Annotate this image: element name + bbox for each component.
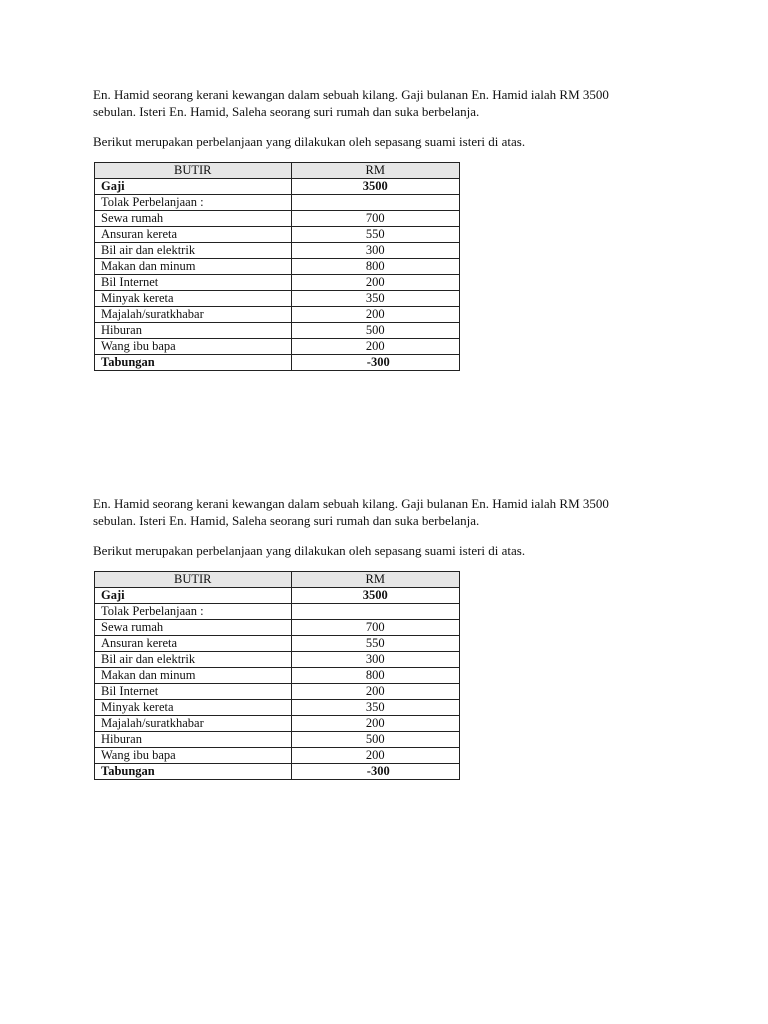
table-row-tolak: [95, 195, 460, 211]
document-section-2: [93, 495, 693, 780]
row-value: [291, 195, 459, 211]
row-value: 300: [291, 243, 459, 259]
intro-paragraph-line-1: En. Hamid seorang kerani kewangan dalam sebuah kilang. Gaji bulanan En. Hamid ialah RM 3500: [93, 87, 609, 102]
row-value: 200: [291, 307, 459, 323]
row-item: Tabungan: [95, 355, 292, 371]
column-header-rm: RM: [291, 572, 459, 588]
description-paragraph: Berikut merupakan perbelanjaan yang dilakukan oleh sepasang suami isteri di atas.: [93, 543, 526, 558]
document-section-1: [93, 86, 693, 371]
row-value: 200: [291, 748, 459, 764]
row-item: Gaji: [95, 179, 292, 195]
row-item: Bil air dan elektrik: [95, 243, 292, 259]
row-value: 3500: [291, 588, 459, 604]
row-item: Ansuran kereta: [95, 636, 292, 652]
row-item: Sewa rumah: [95, 620, 292, 636]
row-value: 550: [291, 227, 459, 243]
table-row: [95, 307, 460, 323]
row-item: Minyak kereta: [95, 291, 292, 307]
table-row-tabungan: [95, 355, 460, 371]
intro-paragraph-line-2: sebulan. Isteri En. Hamid, Saleha seorang suri rumah dan suka berbelanja.: [93, 104, 480, 119]
table-row: [95, 243, 460, 259]
table-header-row: [95, 163, 460, 179]
row-item: Hiburan: [95, 323, 292, 339]
intro-paragraph-line-2: sebulan. Isteri En. Hamid, Saleha seorang suri rumah dan suka berbelanja.: [93, 513, 480, 528]
row-item: Minyak kereta: [95, 700, 292, 716]
table-row: [95, 211, 460, 227]
row-value: 350: [291, 291, 459, 307]
table-row: [95, 732, 460, 748]
table-row: [95, 620, 460, 636]
row-item: Tabungan: [95, 764, 292, 780]
row-value: 500: [291, 323, 459, 339]
table-row-tolak: [95, 604, 460, 620]
column-header-butir: BUTIR: [95, 163, 292, 179]
budget-table: [94, 571, 460, 780]
table-row: [95, 339, 460, 355]
intro-paragraph-line-1: En. Hamid seorang kerani kewangan dalam sebuah kilang. Gaji bulanan En. Hamid ialah RM 3500: [93, 496, 609, 511]
column-header-rm: RM: [291, 163, 459, 179]
table-row: [95, 636, 460, 652]
row-item: Sewa rumah: [95, 211, 292, 227]
table-row: [95, 700, 460, 716]
row-value: 800: [291, 668, 459, 684]
table-row: [95, 227, 460, 243]
row-value: 200: [291, 275, 459, 291]
row-item: Majalah/suratkhabar: [95, 716, 292, 732]
table-row-gaji: [95, 179, 460, 195]
table-row-gaji: [95, 588, 460, 604]
row-item: Majalah/suratkhabar: [95, 307, 292, 323]
table-row: [95, 275, 460, 291]
row-item: Tolak Perbelanjaan :: [95, 604, 292, 620]
row-value: 200: [291, 684, 459, 700]
description-paragraph: Berikut merupakan perbelanjaan yang dilakukan oleh sepasang suami isteri di atas.: [93, 134, 526, 149]
row-value: [291, 604, 459, 620]
row-item: Wang ibu bapa: [95, 748, 292, 764]
row-value: 300: [291, 652, 459, 668]
table-header-row: [95, 572, 460, 588]
row-value: 700: [291, 211, 459, 227]
table-row: [95, 684, 460, 700]
row-item: Hiburan: [95, 732, 292, 748]
row-value: 3500: [291, 179, 459, 195]
budget-table: [94, 162, 460, 371]
row-value: 700: [291, 620, 459, 636]
row-item: Bil air dan elektrik: [95, 652, 292, 668]
table-row: [95, 652, 460, 668]
table-row: [95, 748, 460, 764]
row-value: -300: [291, 355, 459, 371]
row-item: Wang ibu bapa: [95, 339, 292, 355]
row-value: 500: [291, 732, 459, 748]
table-row-tabungan: [95, 764, 460, 780]
table-row: [95, 716, 460, 732]
row-value: 550: [291, 636, 459, 652]
row-item: Makan dan minum: [95, 259, 292, 275]
row-value: 200: [291, 716, 459, 732]
row-item: Gaji: [95, 588, 292, 604]
row-value: 200: [291, 339, 459, 355]
table-row: [95, 323, 460, 339]
row-item: Ansuran kereta: [95, 227, 292, 243]
row-item: Makan dan minum: [95, 668, 292, 684]
column-header-butir: BUTIR: [95, 572, 292, 588]
table-row: [95, 291, 460, 307]
row-item: Tolak Perbelanjaan :: [95, 195, 292, 211]
row-value: 350: [291, 700, 459, 716]
row-item: Bil Internet: [95, 275, 292, 291]
row-item: Bil Internet: [95, 684, 292, 700]
table-row: [95, 668, 460, 684]
table-row: [95, 259, 460, 275]
row-value: -300: [291, 764, 459, 780]
row-value: 800: [291, 259, 459, 275]
